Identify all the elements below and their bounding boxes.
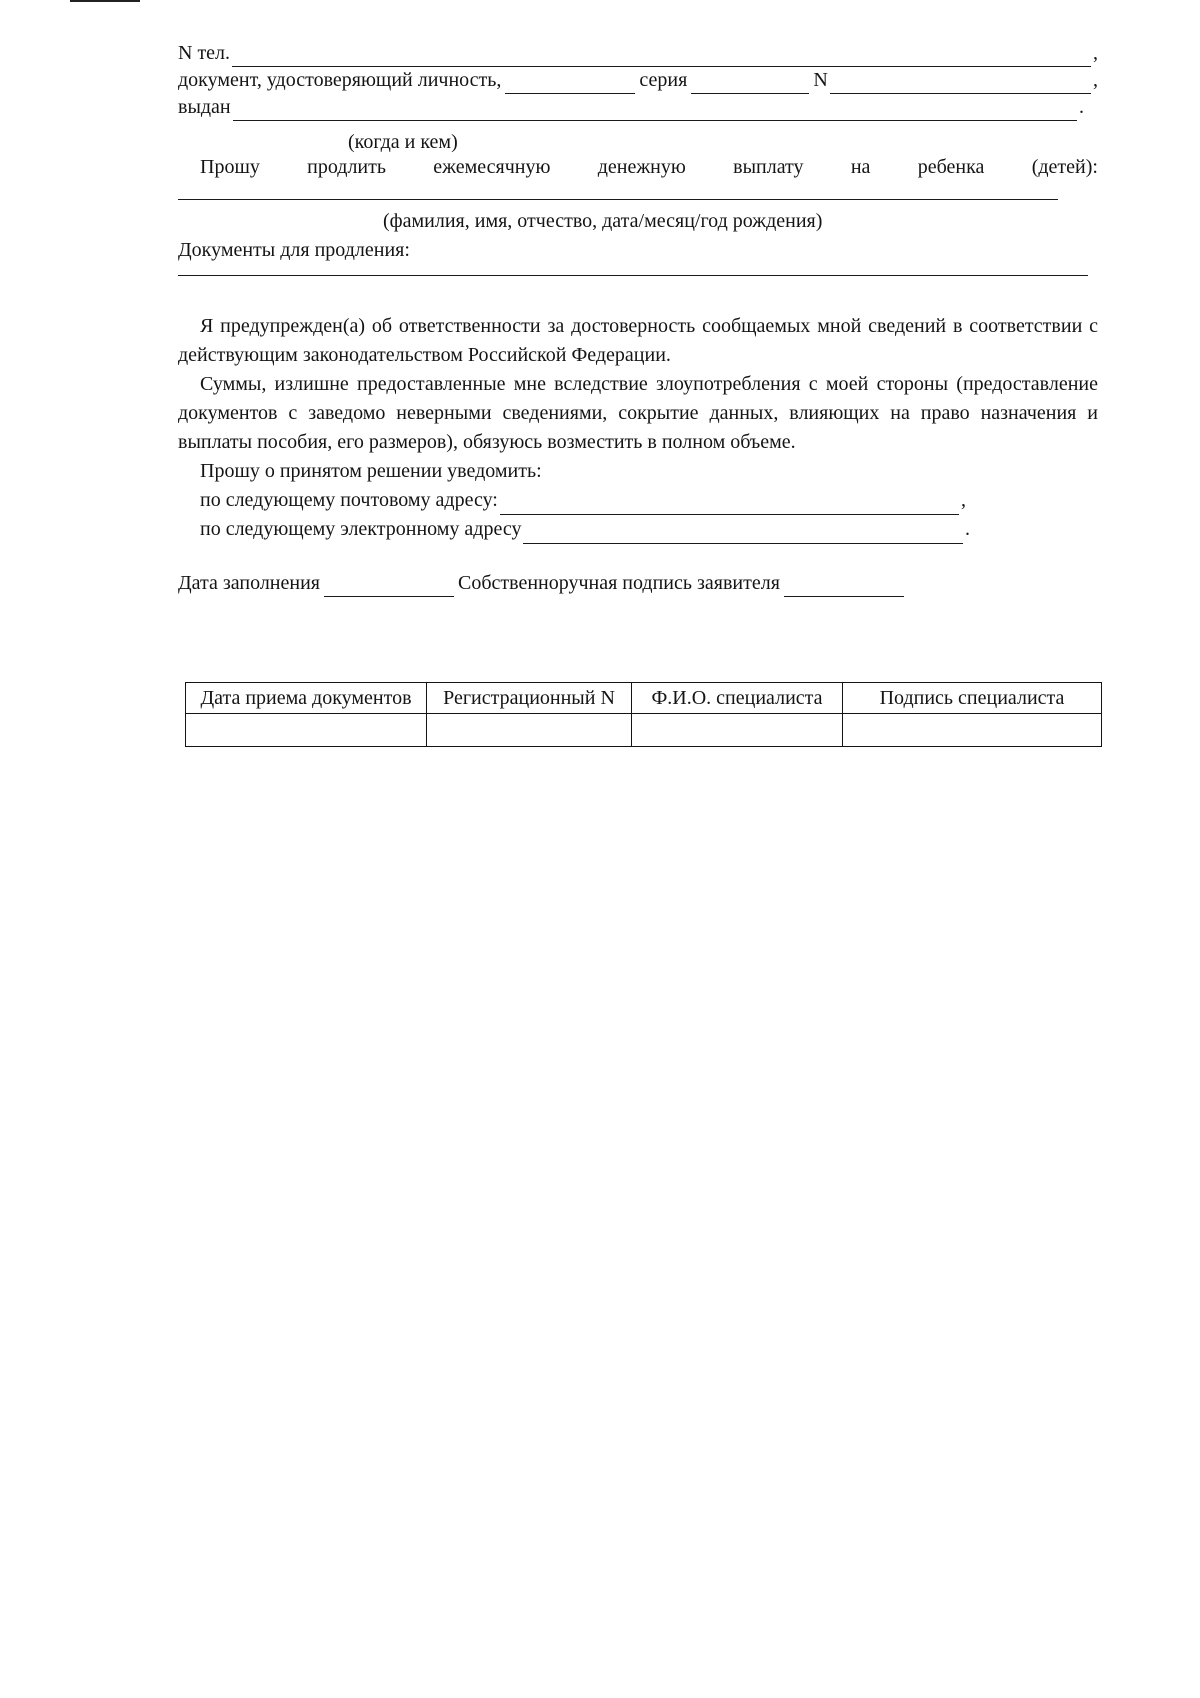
child-field[interactable] — [178, 198, 1058, 200]
phone-label: N тел. — [178, 42, 231, 64]
issued-field[interactable] — [233, 102, 1077, 121]
signature-row — [178, 570, 1098, 597]
signature-field[interactable] — [784, 578, 904, 597]
application-form — [178, 40, 1098, 597]
specialist-name-cell[interactable] — [632, 714, 843, 747]
registration-header-row — [186, 683, 1102, 714]
signature-label: Собственноручная подпись заявителя — [457, 572, 780, 594]
series-label: серия — [639, 69, 688, 91]
email-address-field[interactable] — [523, 525, 963, 544]
issued-hint: (когда и кем) — [348, 131, 458, 153]
refund-paragraph: Суммы, излишне предоставленные мне вследствие злоупотребления с моей стороны (предоставление документов с заведомо неверными сведениями, сокрытие данных, влияющих на право назначения и выплаты пособия, его размеров), обязуюсь возместить в полном объеме. — [178, 373, 1098, 453]
fill-date-field[interactable] — [324, 578, 454, 597]
registration-table — [185, 682, 1102, 747]
request-word-3: ежемесячную — [433, 156, 551, 178]
table-row — [186, 714, 1102, 747]
specialist-signature-cell[interactable] — [843, 714, 1102, 747]
notify-label: Прошу о принятом решении уведомить: — [200, 460, 542, 482]
request-word-4: денежную — [597, 156, 686, 178]
request-word-5: выплату — [733, 156, 804, 178]
number-label: N — [813, 69, 828, 91]
header-receipt-date: Дата приема документов — [186, 683, 427, 714]
request-word-7: ребенка — [917, 156, 985, 178]
header-specialist-signature: Подпись специалиста — [843, 683, 1102, 714]
id-doc-type-field[interactable] — [505, 75, 635, 94]
email-label: по следующему электронному адресу — [200, 518, 522, 540]
fill-date-label: Дата заполнения — [178, 572, 320, 594]
request-word-6: на — [850, 156, 871, 178]
email-row — [200, 515, 970, 544]
phone-comma: , — [1093, 42, 1098, 64]
issued-label: выдан — [178, 96, 231, 118]
postal-comma: , — [961, 489, 966, 511]
postal-row — [200, 486, 966, 515]
documents-label: Документы для продления: — [178, 239, 410, 261]
request-word-8: (детей): — [1031, 156, 1098, 178]
issued-period: . — [1079, 96, 1084, 118]
registration-number-cell[interactable] — [427, 714, 632, 747]
header-specialist-name: Ф.И.О. специалиста — [632, 683, 843, 714]
phone-row — [178, 40, 1098, 67]
phone-field[interactable] — [232, 48, 1091, 67]
number-comma: , — [1093, 69, 1098, 91]
number-field[interactable] — [830, 75, 1091, 94]
id-doc-label: документ, удостоверяющий личность, — [178, 69, 502, 91]
postal-label: по следующему почтовому адресу: — [200, 489, 498, 511]
scan-mark — [70, 0, 140, 2]
warning-paragraph: Я предупрежден(а) об ответственности за достоверность сообщаемых мной сведений в соответствии с действующим законодательством Российской Федерации. — [178, 315, 1098, 366]
email-period: . — [965, 518, 970, 540]
request-word-1: Прошу — [200, 156, 260, 178]
postal-address-field[interactable] — [500, 496, 959, 515]
request-word-2: продлить — [307, 156, 386, 178]
id-document-row — [178, 67, 1098, 94]
header-registration-number: Регистрационный N — [427, 683, 632, 714]
issued-row — [178, 94, 1098, 121]
request-row — [200, 154, 1098, 181]
series-field[interactable] — [691, 75, 809, 94]
child-hint: (фамилия, имя, отчество, дата/месяц/год рождения) — [383, 210, 823, 232]
receipt-date-cell[interactable] — [186, 714, 427, 747]
